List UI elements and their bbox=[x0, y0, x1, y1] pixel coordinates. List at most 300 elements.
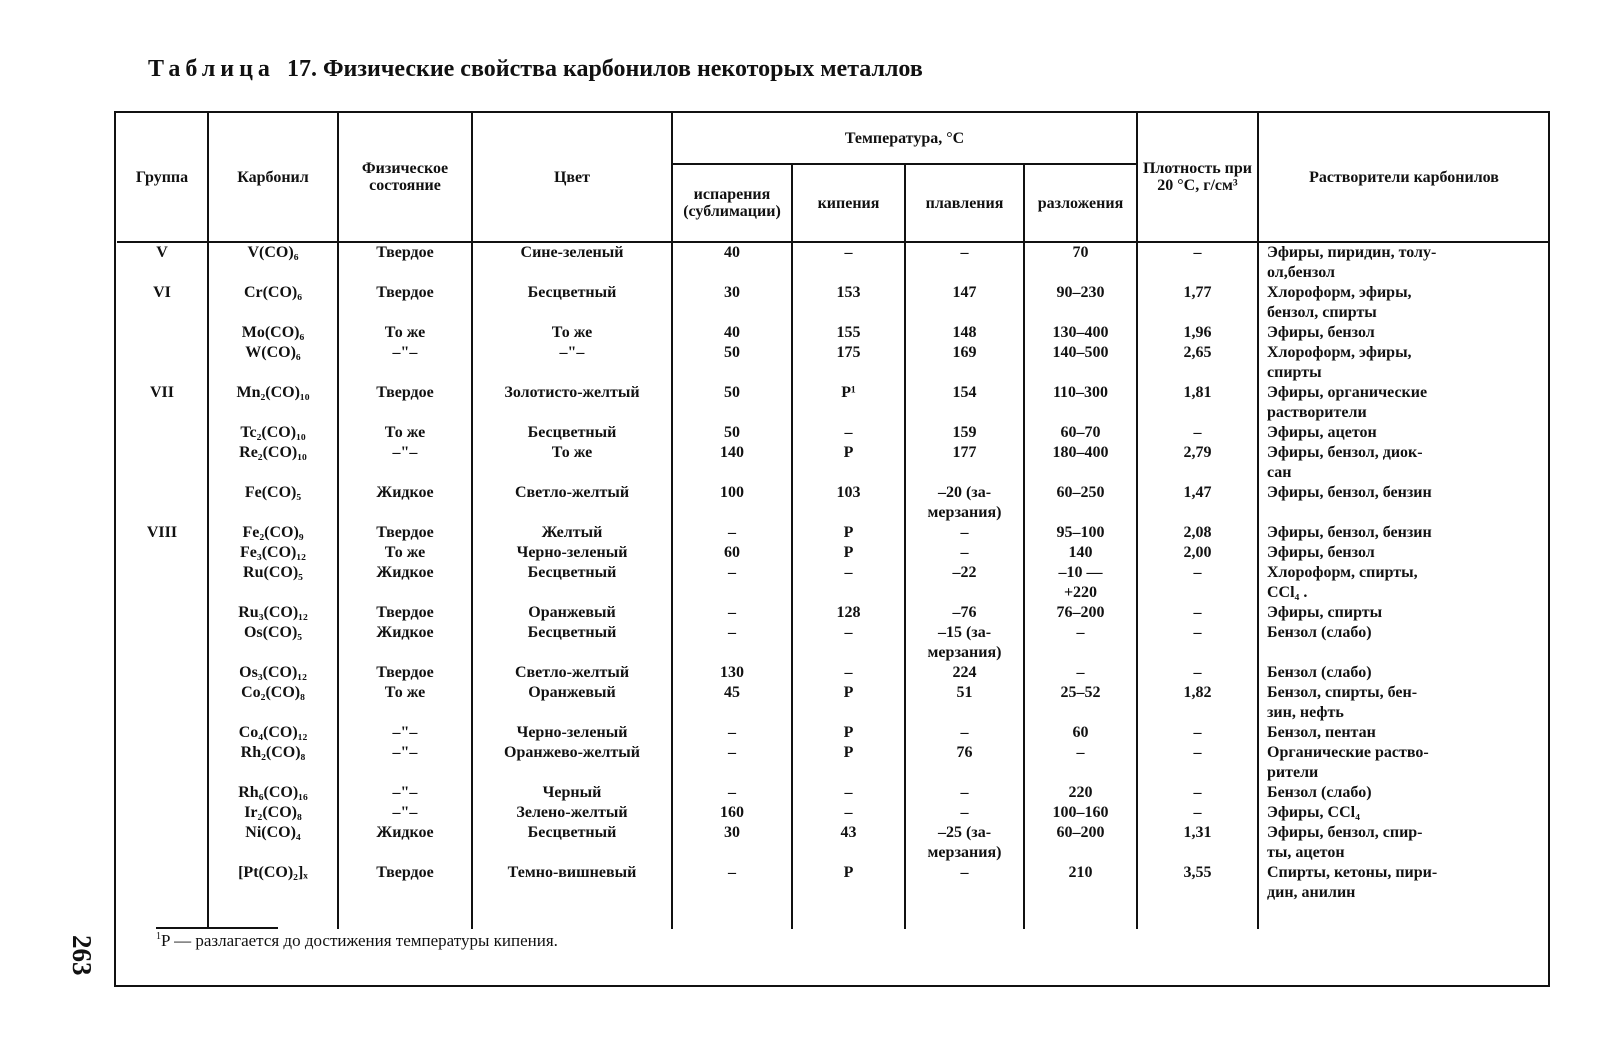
header-state: Физическое состояние bbox=[338, 113, 472, 242]
cell-state bbox=[339, 843, 471, 863]
cell-melt: – bbox=[960, 244, 969, 261]
cell-color bbox=[473, 503, 671, 523]
cell-color bbox=[473, 883, 671, 903]
cell-decomp bbox=[1025, 763, 1136, 783]
cell-solvents: ты, ацетон bbox=[1267, 844, 1345, 861]
cell-evap: 45 bbox=[724, 684, 740, 701]
cell-decomp: 60 bbox=[1072, 724, 1089, 741]
cell-boil: 153 bbox=[836, 284, 861, 301]
cell-melt: – bbox=[960, 864, 969, 881]
cell-decomp bbox=[1025, 303, 1136, 323]
cell-group bbox=[117, 423, 207, 443]
cell-solvents: растворители bbox=[1267, 404, 1367, 421]
cell-density bbox=[1138, 363, 1257, 383]
cell-color: Черно-зеленый bbox=[516, 544, 628, 561]
cell-evap: – bbox=[728, 624, 736, 641]
caption-text: 17. Физические свойства карбонилов некоторых металлов bbox=[286, 56, 923, 82]
cell-solvents: сан bbox=[1267, 464, 1292, 481]
cell-decomp: 180–400 bbox=[1052, 444, 1109, 461]
cell-group: VI bbox=[153, 284, 171, 301]
cell-evap bbox=[673, 503, 791, 523]
cell-group bbox=[117, 563, 207, 583]
cell-carbonyl: Re₂(CO)₁₀ bbox=[239, 444, 307, 461]
cell-carbonyl bbox=[209, 703, 337, 723]
cell-boil bbox=[793, 503, 904, 523]
cell-density bbox=[1138, 403, 1257, 423]
cell-carbonyl: Os₃(CO)₁₂ bbox=[239, 664, 307, 681]
header-evaporation: испарения (сублимации) bbox=[672, 164, 792, 242]
cell-density: 1,77 bbox=[1183, 284, 1212, 301]
cell-melt: 51 bbox=[956, 684, 973, 701]
cell-density: – bbox=[1193, 784, 1202, 801]
cell-color: Черный bbox=[542, 784, 602, 801]
cell-state: –"– bbox=[392, 804, 418, 821]
cell-color: Бесцветный bbox=[527, 564, 617, 581]
cell-solvents bbox=[1267, 503, 1549, 523]
cell-group bbox=[117, 323, 207, 343]
header-solvents: Растворители карбонилов bbox=[1258, 113, 1549, 242]
cell-state: Твердое bbox=[376, 864, 434, 881]
cell-melt: 148 bbox=[952, 324, 977, 341]
cell-state bbox=[339, 883, 471, 903]
cell-group bbox=[117, 783, 207, 803]
cell-melt: –15 (за- bbox=[937, 624, 992, 641]
cell-group bbox=[117, 303, 207, 323]
footnote-text: P — разлагается до достижения температуры кипения. bbox=[161, 931, 558, 950]
cell-melt: – bbox=[960, 784, 969, 801]
cell-boil: P bbox=[843, 724, 854, 741]
cell-melt: 159 bbox=[952, 424, 977, 441]
cell-solvents: спирты bbox=[1267, 364, 1322, 381]
page-number: 263 bbox=[67, 935, 97, 976]
cell-density: 1,47 bbox=[1183, 484, 1212, 501]
cell-color bbox=[473, 583, 671, 603]
cell-state: То же bbox=[384, 684, 426, 701]
cell-melt: мерзания) bbox=[927, 844, 1002, 861]
cell-solvents: Эфиры, бензол, спир- bbox=[1267, 824, 1423, 841]
cell-melt: 177 bbox=[952, 444, 977, 461]
cell-decomp: 110–300 bbox=[1052, 384, 1109, 401]
cell-state: –"– bbox=[392, 744, 418, 761]
cell-boil bbox=[793, 463, 904, 483]
cell-evap: 50 bbox=[724, 344, 740, 361]
column-group bbox=[117, 242, 208, 929]
cell-color: Желтый bbox=[541, 524, 603, 541]
cell-boil: – bbox=[844, 424, 853, 441]
cell-solvents: Эфиры, бензол, диок- bbox=[1267, 444, 1423, 461]
cell-melt bbox=[906, 303, 1023, 323]
cell-group bbox=[117, 823, 207, 843]
cell-boil bbox=[793, 843, 904, 863]
cell-melt bbox=[906, 463, 1023, 483]
cell-melt: 147 bbox=[952, 284, 977, 301]
header-density: Плотность при 20 °С, г/см³ bbox=[1137, 113, 1258, 242]
cell-solvents: Эфиры, спирты bbox=[1267, 604, 1383, 621]
cell-carbonyl: Rh₆(CO)₁₆ bbox=[238, 784, 308, 801]
cell-boil: P bbox=[843, 744, 854, 761]
cell-group bbox=[117, 583, 207, 603]
cell-group: V bbox=[156, 244, 168, 261]
cell-carbonyl bbox=[209, 843, 337, 863]
cell-color: То же bbox=[551, 444, 593, 461]
cell-density: – bbox=[1193, 624, 1202, 641]
cell-state: Жидкое bbox=[376, 564, 434, 581]
cell-evap bbox=[673, 303, 791, 323]
cell-evap bbox=[673, 703, 791, 723]
cell-evap: 30 bbox=[724, 824, 740, 841]
cell-boil: 128 bbox=[836, 604, 861, 621]
column-decomposition bbox=[1024, 242, 1137, 929]
cell-carbonyl bbox=[209, 263, 337, 283]
cell-carbonyl: [Pt(CO)₂]ₓ bbox=[238, 864, 308, 881]
cell-group bbox=[117, 763, 207, 783]
cell-melt bbox=[906, 763, 1023, 783]
cell-decomp: +220 bbox=[1063, 584, 1098, 601]
cell-decomp bbox=[1025, 643, 1136, 663]
cell-boil: 155 bbox=[836, 324, 861, 341]
cell-carbonyl bbox=[209, 503, 337, 523]
cell-color bbox=[473, 763, 671, 783]
cell-color: Бесцветный bbox=[527, 624, 617, 641]
cell-solvents: зин, нефть bbox=[1267, 704, 1344, 721]
cell-boil bbox=[793, 703, 904, 723]
cell-boil: P bbox=[843, 444, 854, 461]
cell-state bbox=[339, 403, 471, 423]
cell-decomp: –10 — bbox=[1058, 564, 1103, 581]
cell-group bbox=[117, 603, 207, 623]
cell-state: –"– bbox=[392, 724, 418, 741]
cell-state: То же bbox=[384, 544, 426, 561]
cell-color: Оранжевый bbox=[528, 684, 616, 701]
cell-solvents: Спирты, кетоны, пири- bbox=[1267, 864, 1438, 881]
cell-boil: P¹ bbox=[841, 384, 856, 401]
cell-color bbox=[473, 463, 671, 483]
cell-carbonyl: Mn₂(CO)₁₀ bbox=[236, 384, 310, 401]
cell-solvents: рители bbox=[1267, 764, 1319, 781]
cell-state: То же bbox=[384, 324, 426, 341]
cell-density: – bbox=[1193, 724, 1202, 741]
header-group: Группа bbox=[117, 113, 208, 242]
cell-decomp: 76–200 bbox=[1056, 604, 1105, 621]
cell-group bbox=[117, 443, 207, 463]
footnote bbox=[156, 931, 558, 951]
cell-evap bbox=[673, 403, 791, 423]
cell-group bbox=[117, 263, 207, 283]
cell-state: Твердое bbox=[376, 604, 434, 621]
cell-evap: – bbox=[728, 784, 736, 801]
cell-color bbox=[473, 703, 671, 723]
cell-decomp: 100–160 bbox=[1052, 804, 1109, 821]
cell-boil: P bbox=[843, 684, 854, 701]
cell-melt: –22 bbox=[952, 564, 977, 581]
cell-state: Твердое bbox=[376, 284, 434, 301]
footnote-mark: 1 bbox=[156, 931, 161, 942]
header-temperature: Температура, °С bbox=[672, 113, 1137, 164]
cell-density: 1,96 bbox=[1183, 324, 1212, 341]
header-color: Цвет bbox=[472, 113, 672, 242]
cell-melt: 76 bbox=[956, 744, 973, 761]
caption-label: Таблица bbox=[148, 56, 275, 82]
cell-color: Бесцветный bbox=[527, 424, 617, 441]
cell-density bbox=[1138, 263, 1257, 283]
cell-solvents: Эфиры, ацетон bbox=[1267, 424, 1377, 441]
cell-group bbox=[117, 463, 207, 483]
cell-boil bbox=[793, 643, 904, 663]
cell-melt: –20 (за- bbox=[937, 484, 992, 501]
cell-decomp: 70 bbox=[1072, 244, 1089, 261]
cell-density bbox=[1138, 303, 1257, 323]
cell-decomp: 140 bbox=[1068, 544, 1093, 561]
cell-state bbox=[339, 363, 471, 383]
cell-melt bbox=[906, 583, 1023, 603]
cell-boil: P bbox=[843, 864, 854, 881]
cell-state: То же bbox=[384, 424, 426, 441]
cell-solvents: Бензол, спирты, бен- bbox=[1267, 684, 1418, 701]
cell-solvents: бензол, спирты bbox=[1267, 304, 1377, 321]
cell-density bbox=[1138, 503, 1257, 523]
cell-carbonyl bbox=[209, 363, 337, 383]
cell-carbonyl: Tc₂(CO)₁₀ bbox=[240, 424, 306, 441]
cell-state bbox=[339, 643, 471, 663]
cell-group bbox=[117, 503, 207, 523]
header-boiling: кипения bbox=[792, 164, 905, 242]
cell-group: VIII bbox=[146, 524, 178, 541]
cell-evap bbox=[673, 583, 791, 603]
cell-group bbox=[117, 403, 207, 423]
column-density bbox=[1137, 242, 1258, 929]
cell-decomp bbox=[1025, 843, 1136, 863]
column-boiling bbox=[792, 242, 905, 929]
cell-decomp: 140–500 bbox=[1052, 344, 1109, 361]
cell-density: 2,65 bbox=[1183, 344, 1212, 361]
cell-boil: – bbox=[844, 804, 853, 821]
cell-density: 2,79 bbox=[1183, 444, 1212, 461]
cell-carbonyl: Ir₂(CO)₈ bbox=[244, 804, 302, 821]
cell-density: 1,81 bbox=[1183, 384, 1212, 401]
cell-density bbox=[1138, 583, 1257, 603]
cell-state: Твердое bbox=[376, 664, 434, 681]
cell-group bbox=[117, 543, 207, 563]
cell-density: – bbox=[1193, 664, 1202, 681]
cell-density: 1,82 bbox=[1183, 684, 1212, 701]
cell-decomp: 95–100 bbox=[1056, 524, 1105, 541]
column-carbonyl bbox=[208, 242, 338, 929]
cell-evap bbox=[673, 883, 791, 903]
cell-evap: 140 bbox=[720, 444, 744, 461]
cell-density bbox=[1138, 843, 1257, 863]
cell-decomp bbox=[1025, 263, 1136, 283]
cell-evap bbox=[673, 263, 791, 283]
cell-evap: 40 bbox=[724, 244, 740, 261]
cell-group bbox=[117, 803, 207, 823]
cell-evap bbox=[673, 363, 791, 383]
cell-evap: 100 bbox=[720, 484, 744, 501]
column-melting bbox=[905, 242, 1024, 929]
cell-color: Светло-желтый bbox=[514, 664, 630, 681]
cell-density: 3,55 bbox=[1183, 864, 1212, 881]
cell-evap bbox=[673, 463, 791, 483]
cell-carbonyl: Fe₃(CO)₁₂ bbox=[240, 544, 306, 561]
cell-melt: – bbox=[960, 524, 969, 541]
cell-density: – bbox=[1193, 564, 1202, 581]
cell-evap: – bbox=[728, 604, 736, 621]
cell-group bbox=[117, 703, 207, 723]
cell-state: –"– bbox=[392, 344, 418, 361]
cell-boil: 175 bbox=[836, 344, 861, 361]
cell-decomp: 130–400 bbox=[1052, 324, 1109, 341]
cell-decomp: 210 bbox=[1068, 864, 1093, 881]
cell-boil: 103 bbox=[836, 484, 861, 501]
cell-evap: 160 bbox=[720, 804, 744, 821]
cell-boil bbox=[793, 403, 904, 423]
cell-solvents: дин, анилин bbox=[1267, 884, 1356, 901]
cell-color bbox=[473, 363, 671, 383]
cell-boil: – bbox=[844, 564, 853, 581]
cell-evap bbox=[673, 843, 791, 863]
cell-evap: 50 bbox=[724, 384, 740, 401]
cell-carbonyl bbox=[209, 463, 337, 483]
cell-group bbox=[117, 363, 207, 383]
cell-state bbox=[339, 463, 471, 483]
cell-melt: – bbox=[960, 724, 969, 741]
cell-solvents: Эфиры, CCl₄ bbox=[1267, 804, 1360, 821]
cell-carbonyl: Ru₃(CO)₁₂ bbox=[238, 604, 308, 621]
cell-melt bbox=[906, 883, 1023, 903]
cell-color: Оранжевый bbox=[528, 604, 616, 621]
cell-solvents: Хлороформ, спирты, bbox=[1267, 564, 1418, 581]
cell-color: Бесцветный bbox=[527, 284, 617, 301]
cell-evap: – bbox=[728, 564, 736, 581]
cell-solvents: Бензол, пентан bbox=[1267, 724, 1376, 741]
cell-decomp bbox=[1025, 363, 1136, 383]
cell-density bbox=[1138, 763, 1257, 783]
cell-group bbox=[117, 483, 207, 503]
cell-solvents: Бензол (слабо) bbox=[1267, 664, 1372, 681]
cell-density: – bbox=[1193, 744, 1202, 761]
cell-color: Светло-желтый bbox=[514, 484, 630, 501]
cell-solvents: ол,бензол bbox=[1267, 264, 1335, 281]
column-solvents bbox=[1258, 242, 1549, 929]
table-frame bbox=[114, 111, 1550, 987]
cell-boil: P bbox=[843, 524, 854, 541]
properties-table bbox=[117, 113, 1549, 929]
cell-color: –"– bbox=[559, 344, 585, 361]
cell-decomp: – bbox=[1076, 624, 1085, 641]
cell-solvents: Эфиры, бензол bbox=[1267, 324, 1375, 341]
cell-color bbox=[473, 263, 671, 283]
cell-melt: –76 bbox=[952, 604, 977, 621]
cell-decomp bbox=[1025, 403, 1136, 423]
cell-density: – bbox=[1193, 244, 1202, 261]
cell-color bbox=[473, 303, 671, 323]
cell-boil bbox=[793, 363, 904, 383]
cell-state bbox=[339, 583, 471, 603]
cell-state: Твердое bbox=[376, 524, 434, 541]
cell-carbonyl bbox=[209, 643, 337, 663]
cell-color bbox=[473, 403, 671, 423]
cell-color: То же bbox=[551, 324, 593, 341]
footnote-rule bbox=[156, 927, 278, 929]
cell-boil bbox=[793, 883, 904, 903]
cell-melt: – bbox=[960, 804, 969, 821]
cell-decomp bbox=[1025, 503, 1136, 523]
cell-state: –"– bbox=[392, 444, 418, 461]
cell-color: Золотисто-желтый bbox=[504, 384, 640, 401]
cell-density: – bbox=[1193, 804, 1202, 821]
cell-density: 1,31 bbox=[1183, 824, 1212, 841]
header-carbonyl: Карбонил bbox=[208, 113, 338, 242]
cell-evap bbox=[673, 643, 791, 663]
cell-carbonyl: V(CO)₆ bbox=[247, 244, 299, 261]
cell-evap: 130 bbox=[720, 664, 744, 681]
cell-boil: – bbox=[844, 664, 853, 681]
cell-density: 2,00 bbox=[1183, 544, 1212, 561]
cell-boil bbox=[793, 583, 904, 603]
cell-melt: 224 bbox=[952, 664, 977, 681]
cell-melt bbox=[906, 263, 1023, 283]
cell-group bbox=[117, 843, 207, 863]
cell-group bbox=[117, 723, 207, 743]
cell-carbonyl: Os(CO)₅ bbox=[243, 624, 303, 641]
cell-boil: – bbox=[844, 244, 853, 261]
cell-solvents: CCl₄ . bbox=[1267, 584, 1308, 601]
cell-decomp: 220 bbox=[1068, 784, 1093, 801]
cell-group bbox=[117, 343, 207, 363]
cell-carbonyl bbox=[209, 403, 337, 423]
cell-evap: – bbox=[728, 744, 736, 761]
column-state bbox=[338, 242, 472, 929]
cell-state: –"– bbox=[392, 784, 418, 801]
column-evaporation bbox=[672, 242, 792, 929]
column-color bbox=[472, 242, 672, 929]
cell-state: Жидкое bbox=[376, 484, 434, 501]
cell-carbonyl: Rh₂(CO)₈ bbox=[240, 744, 306, 761]
cell-boil bbox=[793, 303, 904, 323]
cell-density bbox=[1138, 883, 1257, 903]
cell-carbonyl: Ni(CO)₄ bbox=[245, 824, 301, 841]
cell-decomp: 60–70 bbox=[1060, 424, 1101, 441]
cell-carbonyl: Mo(CO)₆ bbox=[241, 324, 305, 341]
cell-melt: мерзания) bbox=[927, 644, 1002, 661]
cell-evap: 50 bbox=[724, 424, 740, 441]
cell-color: Оранжево-желтый bbox=[504, 744, 640, 761]
cell-solvents bbox=[1267, 643, 1549, 663]
cell-group bbox=[117, 643, 207, 663]
cell-evap: 60 bbox=[724, 544, 740, 561]
cell-decomp bbox=[1025, 703, 1136, 723]
cell-melt: –25 (за- bbox=[937, 824, 992, 841]
cell-decomp: – bbox=[1076, 744, 1085, 761]
header-decomposition: разложения bbox=[1024, 164, 1137, 242]
cell-color: Зелено-желтый bbox=[516, 804, 628, 821]
cell-color: Черно-зеленый bbox=[516, 724, 628, 741]
cell-carbonyl: Co₂(CO)₈ bbox=[241, 684, 305, 701]
cell-group bbox=[117, 863, 207, 883]
cell-solvents: Хлороформ, эфиры, bbox=[1267, 284, 1412, 301]
cell-carbonyl bbox=[209, 303, 337, 323]
cell-evap: – bbox=[728, 864, 736, 881]
cell-color: Сине-зеленый bbox=[520, 244, 624, 261]
cell-carbonyl bbox=[209, 763, 337, 783]
cell-boil bbox=[793, 763, 904, 783]
cell-melt: 169 bbox=[952, 344, 977, 361]
cell-decomp bbox=[1025, 463, 1136, 483]
cell-color bbox=[473, 643, 671, 663]
cell-group bbox=[117, 623, 207, 643]
cell-decomp: 60–250 bbox=[1056, 484, 1105, 501]
cell-boil bbox=[793, 263, 904, 283]
table-caption bbox=[148, 56, 923, 83]
